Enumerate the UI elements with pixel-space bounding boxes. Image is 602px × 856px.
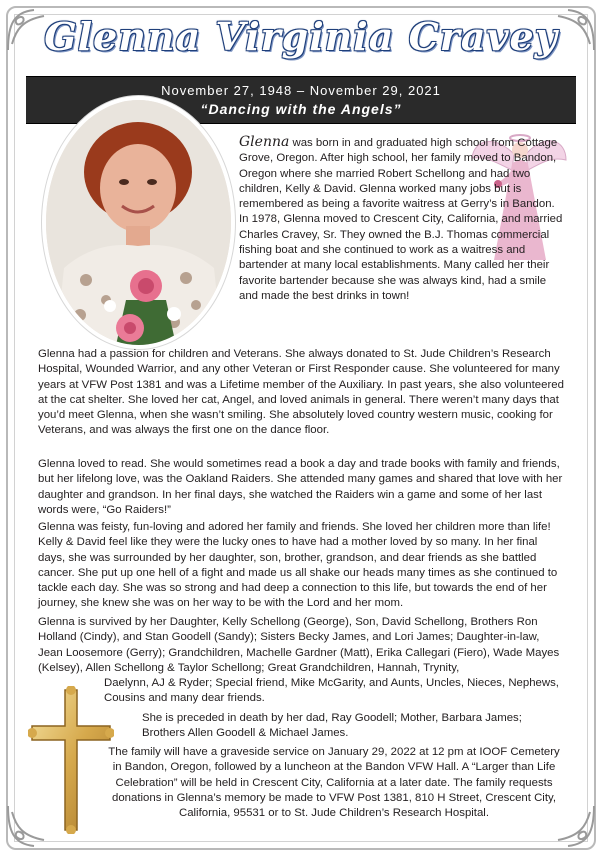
paragraph-interests: Glenna loved to read. She would sometimes read a book a day and trade books with family and friends, but her lifelong love, was the Oakland Raiders. She attended many games and shared that love with her daughter and grandson. In her final days, she watched the Raiders win a game and some of her last words were, “Go Raiders!” [38, 458, 563, 516]
paragraph-personality: Glenna was feisty, fun-loving and adored her family and friends. She loved her children more than life! Kelly & David feel like they were the lucky ones to have had a mother loved by so many. In her final days, she was surrounded by her daughter, son, brother, grandson, and dear friends as she battled cancer. She put up one hell of a fight and made us all shake our heads many times as she continued to tackle each day. She was so strong and had deep a connection to this life, but towards the end of her journey, she knew she was on her way to be with the Lord and her mom. [38, 521, 558, 610]
biography-text: was born in and graduated high school from Cottage Grove, Oregon. After high school, her family moved to Bandon, Oregon where she married Robert Schellong and had two children, Kelly & David. Glenna worked many jobs but is remembered as being a favorite waitress at Gerry’s in Bandon. In 1978, Glenna moved to Crescent City, California, and married Charles Cravey, Sr. They owned the B.J. Thomas commercial fishing boat and she continued to work as a waitress and bartender at many local establishments. Many called her their favorite bartender because she was always kind, had a smile and made the best drinks in town! [239, 137, 563, 302]
life-dates: November 27, 1948 – November 29, 2021 [161, 83, 441, 98]
paragraph-survivors-continued: Daelynn, AJ & Ryder; Special friend, Mike McGarity, and Aunts, Uncles, Nieces, Nephews, Cousins and many dear friends. [104, 677, 559, 705]
paragraph-service-info: The family will have a graveside service on January 29, 2022 at 12 pm at IOOF Cemetery in Bandon, Oregon, followed by a luncheon at the Bandon VFW Hall. A “Larger than Life Celebration” will be held in Crescent City, California at a later date. The family requests donations in Glenna’s memory be made to VFW Post 1381, 810 H Street, Crescent City, California, 95531 or to St. Jude Children’s Research Hospital. [108, 746, 560, 820]
paragraph-passions: Glenna had a passion for children and Veterans. She always donated to St. Jude Children’s Research Hospital, Wounded Warrior, and any other Veteran or First Responder cause. She volunteered for many years at VFW Post 1381 and was a Lifetime member of the Auxiliary. In past years, she also volunteered at the cat shelter. She loved her cat, Angel, and loved animals in general. There weren’t many days that you’d meet Glenna, when she wasn’t smiling. She absolutely loved country western music, cooking for Veterans, and was always the first one on the dance floor. [38, 348, 564, 437]
page-title: Glenna Virginia Cravey [44, 14, 558, 59]
paragraph-survivors: Glenna is survived by her Daughter, Kelly Schellong (George), Son, David Schellong, Brothers Ron Holland (Cindy), and Stan Goodell (Sandy); Sisters Becky James, and Lori James; Daughter-in-law, Jean Loosemore (Gerry); Grandchildren, Machelle Gardner (Matt), Erika Callegari (Fiero), Wade Mayes (Kelsey), Allen Schellong & Taylor Schellong; Great Grandchildren, Hannah, Trynity, [38, 616, 560, 674]
cross-icon [28, 686, 114, 834]
paragraph-biography [239, 135, 563, 304]
portrait-photo [42, 96, 235, 349]
portrait-image [46, 100, 231, 345]
first-word: Glenna [239, 134, 290, 150]
paragraph-preceded: She is preceded in death by her dad, Ray Goodell; Mother, Barbara James; Brothers Allen Goodell & Michael James. [142, 712, 522, 740]
memorial-motto: “Dancing with the Angels” [200, 101, 402, 117]
